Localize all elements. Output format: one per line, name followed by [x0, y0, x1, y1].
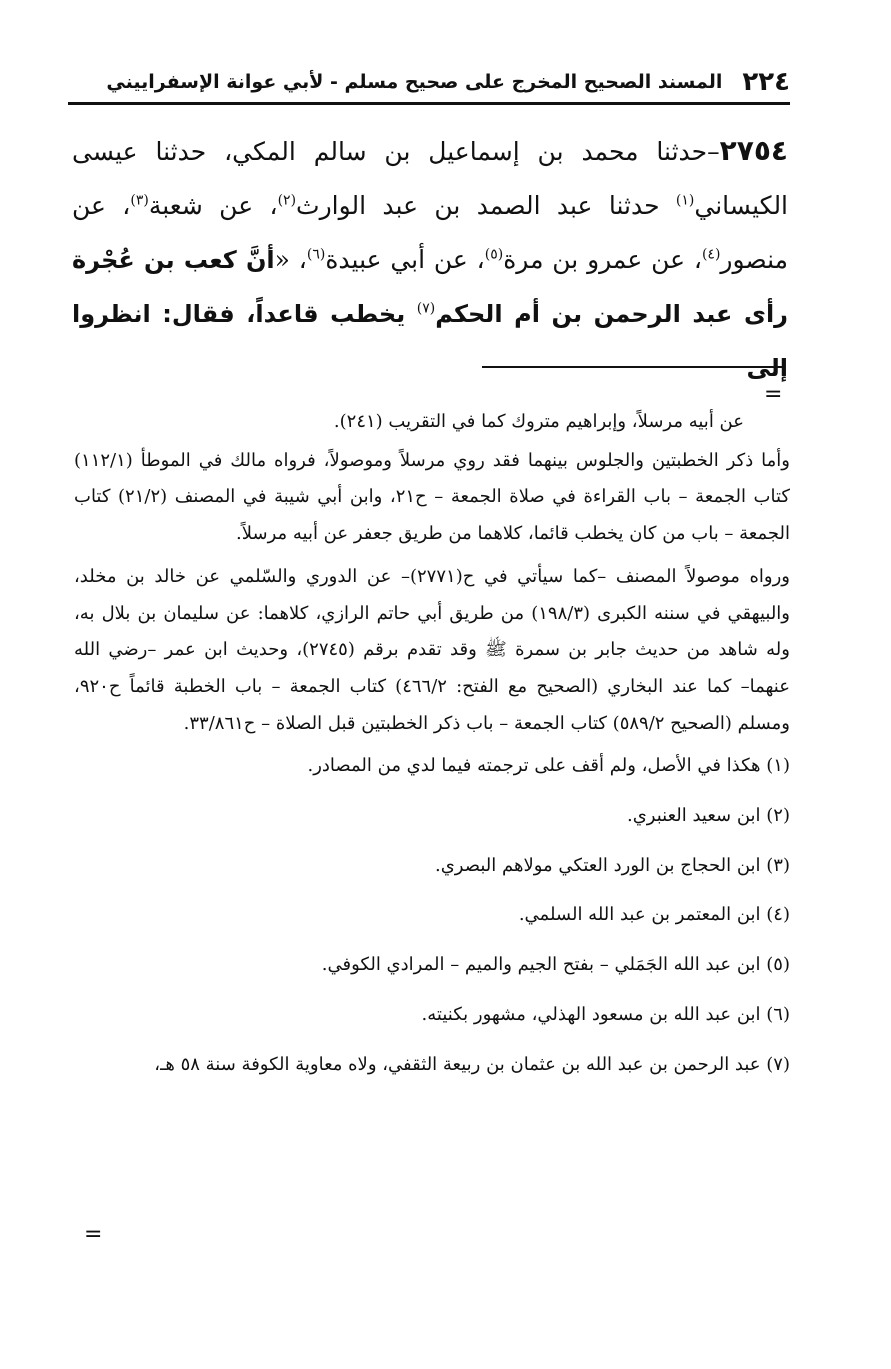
continuation-mark-top: = [764, 382, 783, 407]
footnote-ref-7: (٧) [416, 300, 436, 317]
footnote-2: (٢) ابن سعيد العنبري. [626, 805, 790, 827]
hadith-segment-5: ، عن عمرو بن مرة [503, 245, 702, 274]
hadith-matn-1: أنَّ كعب بن عُجْرة رأى عبد الرحمن بن أم الحكم [72, 246, 788, 328]
footnote-ref-4: (٤) [701, 246, 721, 263]
hadith-segment-4: ، عن منصور [72, 191, 789, 274]
hadith-segment-1: –حدثنا محمد بن إسماعيل بن سالم المكي، حدثنا عيسى الكيساني [72, 137, 789, 220]
footnote-ref-6: (٦) [306, 246, 326, 263]
footnote-separator [482, 366, 784, 368]
footnote-ref-2: (٢) [277, 192, 297, 209]
hadith-number: ٢٧٥٤ [719, 134, 788, 167]
footnote-1: (١) هكذا في الأصل، ولم أقف على ترجمته فيما لدي من المصادر. [307, 755, 790, 777]
footnote-continuation-2: وأما ذكر الخطبتين والجلوس بينهما فقد روي مرسلاً وموصولاً، فرواه مالك في الموطأ (١١٢/١) كتاب الجمعة – باب القراءة في صلاة الجمعة – ح٢١، وابن أبي شيبة في المصنف (٢١/٢) كتاب الجمعة – باب من كان يخطب قائما، كلاهما من طريق جعفر عن أبيه مرسلاً. [74, 449, 791, 545]
footnote-ref-3: (٣) [130, 192, 149, 209]
footnote-5: (٥) ابن عبد الله الجَمَلي – بفتح الجيم والميم – المرادي الكوفي. [321, 954, 790, 976]
footnote-7: (٧) عبد الرحمن بن عبد الله بن عثمان بن ربيعة الثقفي، ولاه معاوية الكوفة سنة ٥٨ هـ، [154, 1053, 790, 1075]
running-title: المسند الصحيح المخرج على صحيح مسلم - لأبي عوانة الإسفراييني [106, 71, 723, 93]
hadith-segment-6: ، عن أبي عبيدة [325, 245, 485, 274]
hadith-segment-7: ، « [274, 245, 307, 274]
hadith-segment-3: ، عن شعبة [148, 191, 278, 220]
footnote-3: (٣) ابن الحجاج بن الورد العتكي مولاهم البصري. [434, 854, 790, 876]
footnote-ref-5: (٥) [484, 246, 504, 263]
footnote-continuation-1: عن أبيه مرسلاً، وإبراهيم متروك كما في التقريب (٢٤١). [333, 411, 744, 432]
page-header [68, 64, 790, 100]
header-rule [68, 102, 790, 105]
footnote-4: (٤) ابن المعتمر بن عبد الله السلمي. [518, 904, 790, 926]
page-number: ٢٢٤ [742, 67, 790, 97]
hadith-matn-2: يخطب قاعداً، فقال: انظروا إلى [72, 300, 788, 382]
footnote-ref-1: (١) [675, 192, 695, 209]
hadith-text [72, 124, 788, 395]
footnote-continuation-3: ورواه موصولاً المصنف –كما سيأتي في ح(٢٧٧١)– عن الدوري والسّلمي عن خالد بن مخلد، والبيهقي في سننه الكبرى (١٩٨/٣) من طريق أبي حاتم الرازي، كلاهما: عن سليمان بن بلال به، وله شاهد من حديث جابر بن سمرة ﷺ وقد تقدم برقم (٢٧٤٥)، وحديث ابن عمر –رضي الله عنهما– كما عند البخاري (الصحيح مع الفتح: ٤٦٦/٢) كتاب الجمعة – باب الخطبة قائماً ح٩٢٠، ومسلم (الصحيح ٥٨٩/٢) كتاب الجمعة – باب ذكر الخطبتين قبل الصلاة – ح٣٣/٨٦١. [74, 565, 791, 734]
footnotes [74, 404, 790, 1096]
continuation-mark-bottom: = [84, 1222, 103, 1247]
hadith-segment-2: حدثنا عبد الصمد بن عبد الوارث [296, 191, 676, 220]
footnote-6: (٦) ابن عبد الله بن مسعود الهذلي، مشهور بكنيته. [421, 1003, 790, 1025]
